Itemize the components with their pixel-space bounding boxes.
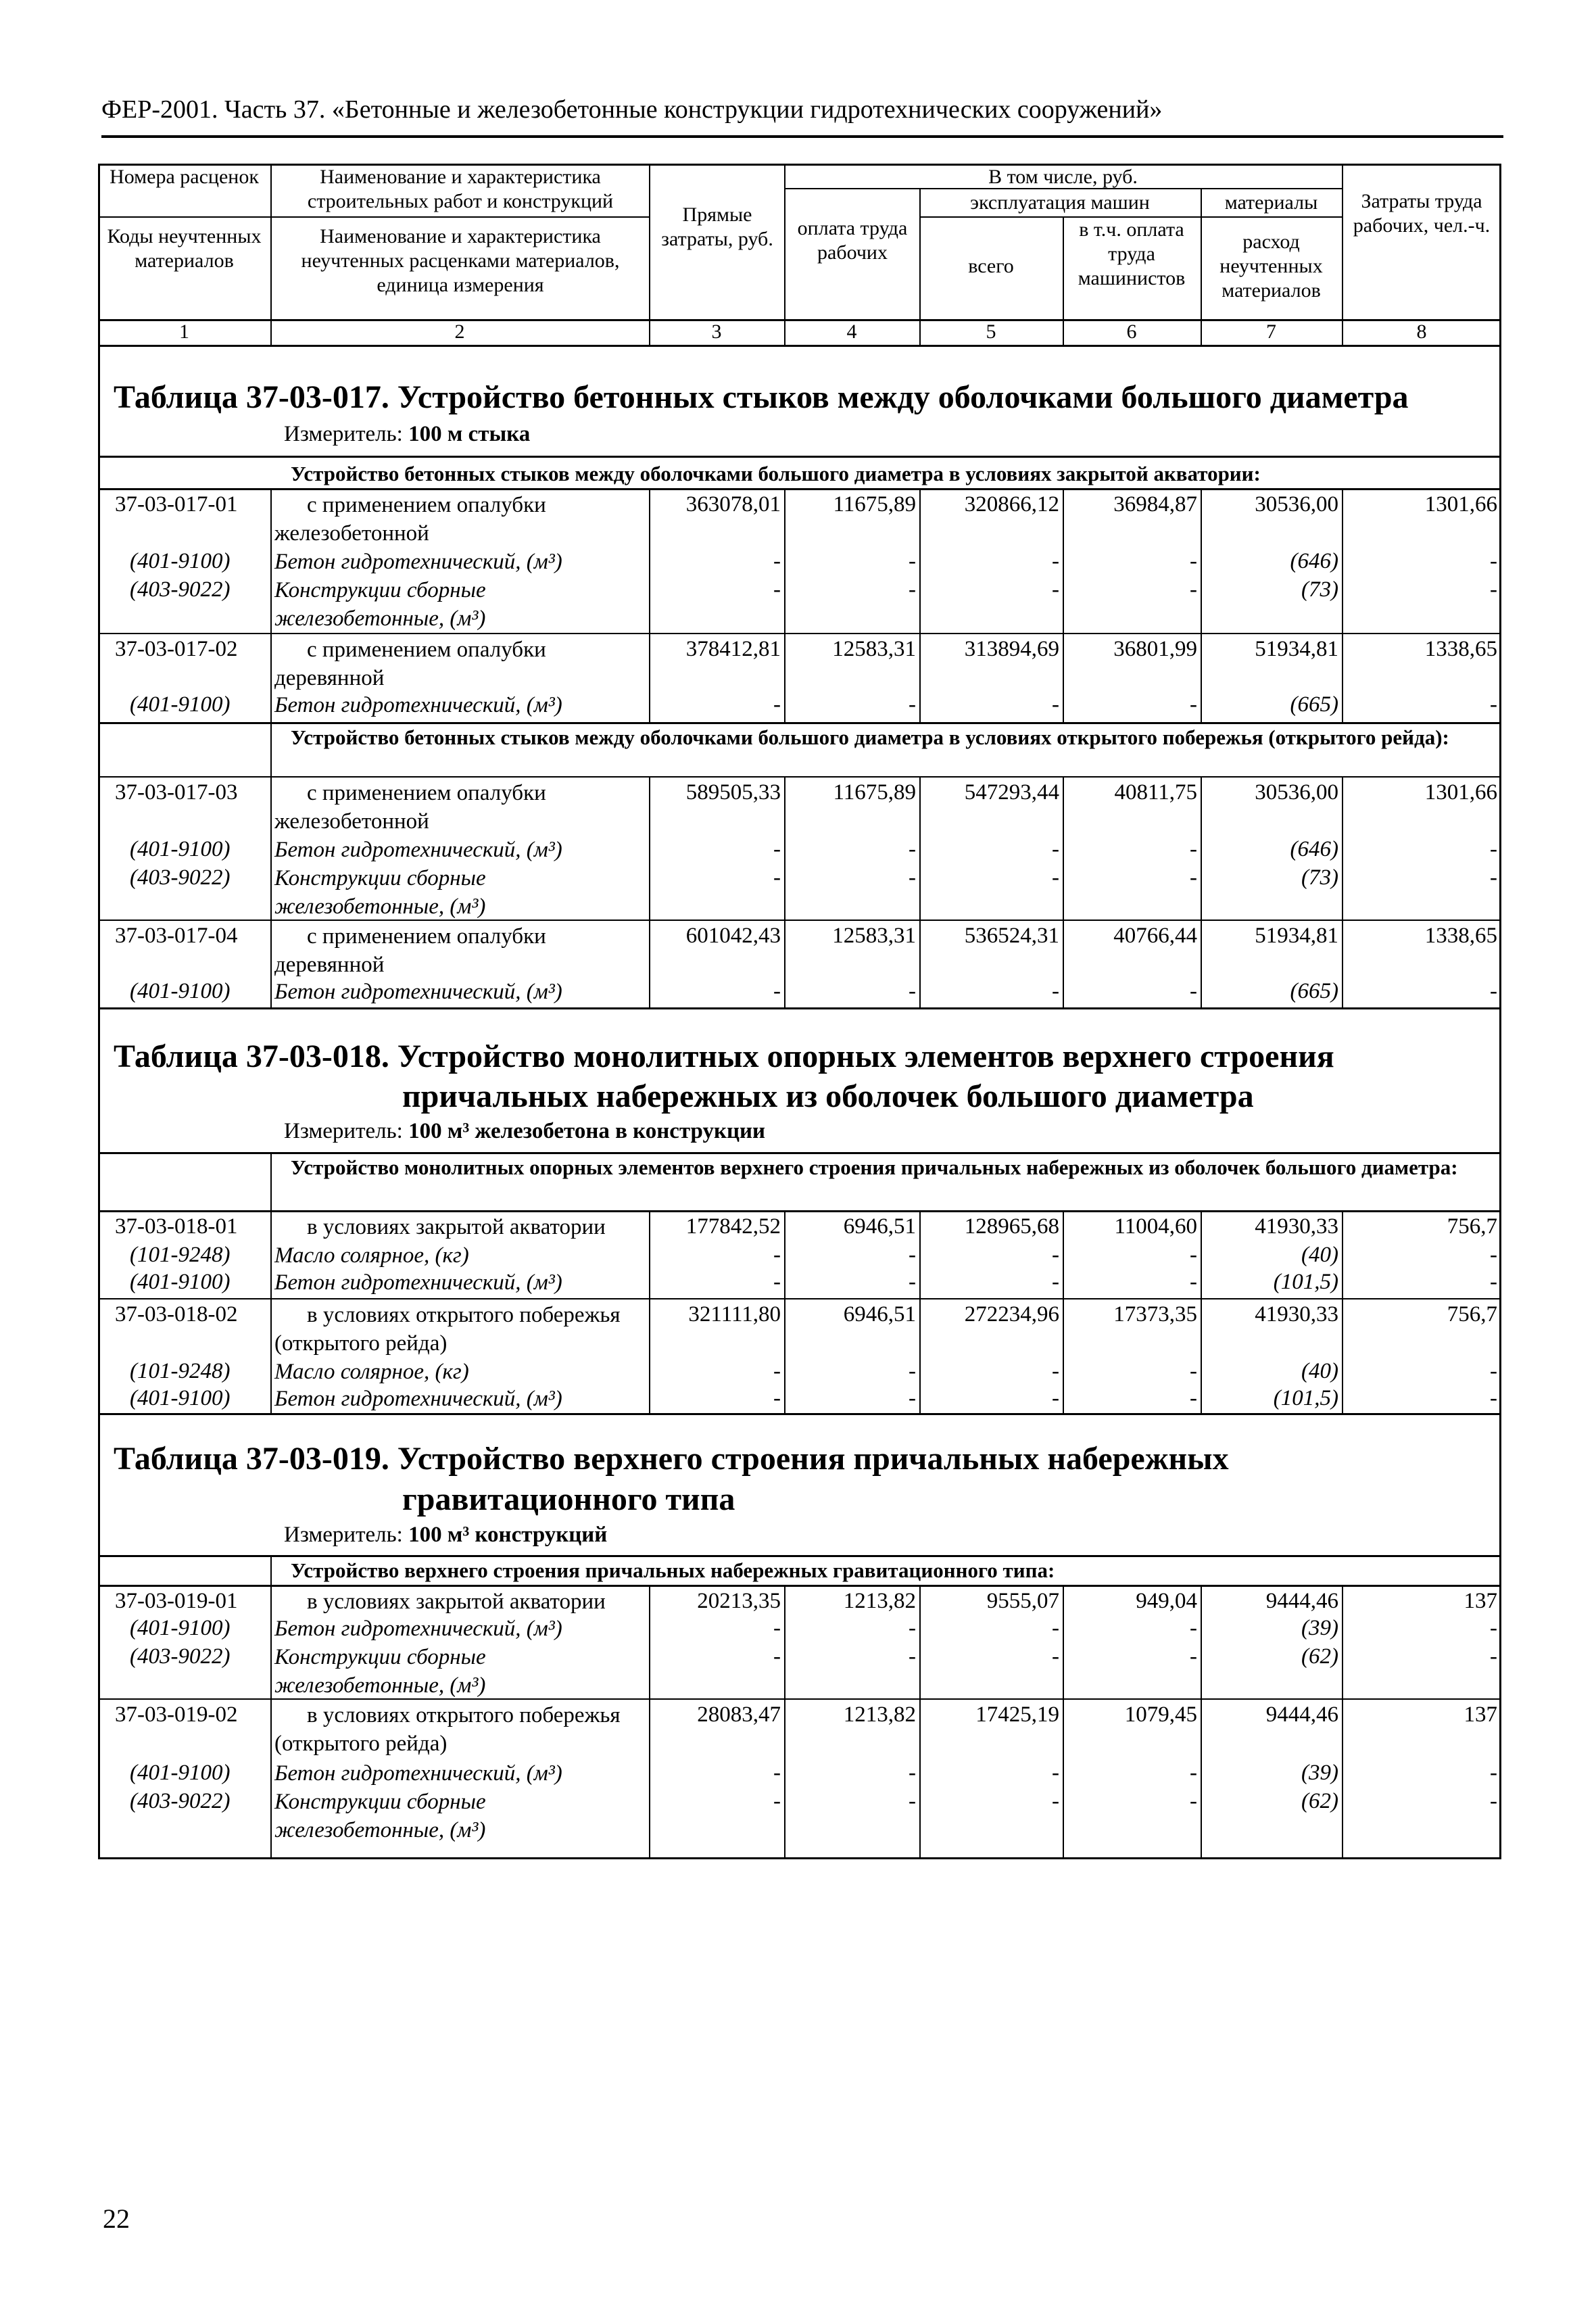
- material-code: (403-9022): [130, 865, 231, 890]
- col-number: 7: [1266, 320, 1276, 343]
- col-header-material-codes: Коды неучтенных материалов: [107, 225, 262, 272]
- material-name: Бетон гидротехнический, (м³): [274, 693, 562, 717]
- material-name: Бетон гидротехнический, (м³): [274, 550, 562, 574]
- section-heading: Устройство верхнего строения причальных набережных гравитационного типа:: [291, 1558, 1055, 1582]
- work-name: с применением опалубки деревянной: [274, 638, 546, 690]
- col-header-machines-total: всего: [968, 255, 1014, 277]
- unit-line: Измеритель: 100 м³ железобетона в конструкции: [284, 1119, 765, 1143]
- page-number: 22: [103, 2203, 130, 2234]
- rate-code: 37-03-017-03: [115, 780, 238, 805]
- material-name: Конструкции сборные железобетонные, (м³): [274, 866, 486, 919]
- section-heading: Устройство бетонных стыков между оболочками большого диаметра в условиях закрытой акватории:: [291, 462, 1261, 485]
- material-code: (401-9100): [130, 1386, 231, 1410]
- unit-line: Измеритель: 100 м стыка: [284, 422, 531, 446]
- col-header-machines: эксплуатация машин: [970, 191, 1150, 214]
- material-code: (401-9100): [130, 837, 231, 861]
- rate-code: 37-03-017-04: [115, 924, 238, 948]
- machines-total: 320866,12: [964, 492, 1059, 517]
- material-code: (401-9100): [130, 1616, 231, 1640]
- material-name: Бетон гидротехнический, (м³): [274, 838, 562, 862]
- document-page: ФЕР-2001. Часть 37. «Бетонные и железобетонные конструкции гидротехнических сооружений» Номера расценок Коды неучтенных материалов Наименование и характеристика строительных работ и конструкций Наименование и характеристика неучтенных расценками материалов, единица измерения Прямые затраты, руб. В том числе, руб. оплата труда рабочих эксплуатация машин всего в т.ч. оплата труда машинистов материалы расход неучтенных материалов Затраты труда рабочих, чел.-ч. 1 2 3 4 5 6 7 8 Таблица 37-03-017. Устройство бетонных стыков между оболочками большого диаметра Измеритель: 100 м стыка Устройство бетонных стыков между оболочками большого диаметра в условиях закрытой акватории: Устройство бетонных стыков между оболочками большого диаметра в условиях открытого побережья (открытого рейда): 37-03-017-01 с применением опалубки железобетонной 363078,01 11675,89 320866,12 36984,87 30536,00 1301,66 (401-9100) Бетон гидротехнический, (м³) - - - - (646) - (403-9022) Конструкции сборные железобетонные, (м³) - - - - (73) - 37-03-017-02 с применением опалубки деревянной 378412,81 12583,31 313894,69 36801,99 51934,81 1338,65 (401-9100) Бетон гидротехнический, (м³) - - - - (665) - 37-03-017-03 с применением опалубки железобетонной 589505,33 11675,89 547293,44 40811,75 30536,00 1301,66 (401-9100) Бетон гидротехнический, (м³) - - - - (646) - (403-9022) Конструкции сборные железобетонные, (м³) - - - - (73) - 37-03-017-04 с применением опалубки деревянной 601042,43 12583,31 536524,31 40766,44 51934,81 1338,65 (401-9100) Бетон гидротехнический, (м³) - - - - (665) - Таблица 37-03-018. Устройство монолитных опорных элементов верхнего строения причальных набережных из оболочек большого диаметра Измеритель: 100 м³ железобетона в конструкции Устройство монолитных опорных элементов верхнего строения причальных набережных из оболочек большого диаметра: 37-03-018-01 в условиях закрытой акватории 177842,52 6946,51 128965,68 11004,60 41930,33 756,7 (101-9248) Масло солярное, (кг) - - - - (40) - (401-9100) Бетон гидротехнический, (м³) - - - - (101,5) - 37-03-018-02 в условиях открытого побережья (открытого рейда) 321111,80 6946,51 272234,96 17373,35 41930,33 756,7 (101-9248) Масло солярное, (кг) - - - - (40) - (401-9100) Бетон гидротехнический, (м³) - - - - (101,5) - Таблица 37-03-019. Устройство верхнего строения причальных набережных гравитационного типа Измеритель: 100 м³ конструкций Устройство верхнего строения причальных набережных гравитационного типа: 37-03-019-01 в условиях закрытой акватории 20213,35 1213,82 9555,07 949,04 9444,46 137 (401-9100) Бетон гидротехнический, (м³) - - - - (39) - (403-9022) Конструкции сборные железобетонные, (м³) - - - - (62) - 37-03-019-02 в условиях открытого побережья (открытого рейда) 28083,47 1213,82 17425,19 1079,45 9444,46 137 (401-9100) Бетон гидротехнический, (м³) - - - - (39) - (403-9022) Конструкции сборные железобетонные, (м³) - - - - (62) - 22: [0, 0, 1596, 2315]
- col-header-machinist-pay: в т.ч. оплата труда машинистов: [1078, 218, 1186, 289]
- material-code: (401-9100): [130, 549, 231, 573]
- material-name: Масло солярное, (кг): [274, 1243, 469, 1268]
- col-number: 3: [711, 320, 722, 343]
- rate-code: 37-03-017-02: [115, 637, 238, 661]
- material-code: (401-9100): [130, 979, 231, 1003]
- materials-cost: 30536,00: [1255, 492, 1338, 517]
- col-header-rate-codes: Номера расценок: [110, 166, 259, 188]
- table-title-cont: причальных набережных из оболочек большого диаметра: [402, 1078, 1254, 1114]
- col-header-material-use: расход неучтенных материалов: [1219, 231, 1323, 302]
- table-title: Таблица 37-03-017. Устройство бетонных стыков между оболочками большого диаметра: [114, 379, 1409, 415]
- material-code: (403-9022): [130, 577, 231, 602]
- work-name: с применением опалубки железобетонной: [274, 781, 546, 834]
- material-code: (403-9022): [130, 1789, 231, 1813]
- material-name: Бетон гидротехнический, (м³): [274, 1617, 562, 1641]
- col-number: 4: [846, 320, 857, 343]
- rate-code: 37-03-018-02: [115, 1302, 238, 1327]
- machinist-pay: 36984,87: [1113, 492, 1197, 517]
- rate-code: 37-03-017-01: [115, 492, 238, 517]
- work-name: с применением опалубки железобетонной: [274, 493, 546, 546]
- material-code: (401-9100): [130, 692, 231, 717]
- col-header-labor-hours: Затраты труда рабочих, чел.-ч.: [1353, 190, 1491, 237]
- col-number: 5: [986, 320, 996, 343]
- work-name: в условиях открытого побережья (открытого рейда): [274, 1703, 621, 1756]
- col-header-material-name: Наименование и характеристика неучтенных расценками материалов, единица измерения: [301, 225, 620, 296]
- material-code: (101-9248): [130, 1359, 231, 1383]
- rate-code: 37-03-019-02: [115, 1702, 238, 1727]
- col-number: 2: [454, 320, 465, 343]
- col-header-work-name: Наименование и характеристика строительных работ и конструкций: [307, 166, 614, 212]
- section-heading: Устройство бетонных стыков между оболочками большого диаметра в условиях открытого побережья (открытого рейда):: [291, 725, 1449, 749]
- labor-pay: 11675,89: [833, 492, 916, 517]
- col-number: 1: [179, 320, 189, 343]
- work-name: в условиях закрытой акватории: [307, 1215, 606, 1239]
- material-name: Конструкции сборные железобетонные, (м³): [274, 578, 486, 631]
- header-rule: [101, 135, 1503, 138]
- table-title: Таблица 37-03-018. Устройство монолитных опорных элементов верхнего строения: [114, 1039, 1334, 1074]
- rate-code: 37-03-019-01: [115, 1589, 238, 1613]
- col-number: 6: [1126, 320, 1137, 343]
- material-name: Бетон гидротехнический, (м³): [274, 1387, 562, 1411]
- work-name: в условиях открытого побережья (открытого рейда): [274, 1303, 621, 1356]
- col-header-labor-pay: оплата труда рабочих: [797, 217, 908, 264]
- material-code: (401-9100): [130, 1761, 231, 1785]
- material-name: Бетон гидротехнический, (м³): [274, 1270, 562, 1295]
- work-name: с применением опалубки деревянной: [274, 924, 546, 977]
- material-code: (403-9022): [130, 1644, 231, 1669]
- labor-hours: 1301,66: [1424, 492, 1497, 517]
- material-name: Конструкции сборные железобетонные, (м³): [274, 1645, 486, 1698]
- material-name: Масло солярное, (кг): [274, 1360, 469, 1384]
- col-header-materials: материалы: [1224, 191, 1318, 214]
- col-header-direct-costs: Прямые затраты, руб.: [661, 204, 773, 250]
- section-heading: Устройство монолитных опорных элементов верхнего строения причальных набережных из оболочек большого диаметра:: [291, 1155, 1458, 1179]
- table-title-cont: гравитационного типа: [402, 1481, 735, 1517]
- material-quantity: (646): [1290, 549, 1338, 573]
- col-header-group: В том числе, руб.: [988, 166, 1138, 188]
- rate-code: 37-03-018-01: [115, 1214, 238, 1239]
- material-quantity: (73): [1301, 577, 1338, 602]
- material-name: Конструкции сборные железобетонные, (м³): [274, 1790, 486, 1842]
- material-code: (401-9100): [130, 1270, 231, 1294]
- table-title: Таблица 37-03-019. Устройство верхнего строения причальных набережных: [114, 1441, 1229, 1477]
- running-header: ФЕР-2001. Часть 37. «Бетонные и железобетонные конструкции гидротехнических сооружений»: [101, 95, 1163, 124]
- material-name: Бетон гидротехнический, (м³): [274, 1761, 562, 1786]
- col-number: 8: [1416, 320, 1427, 343]
- direct-cost: 363078,01: [685, 492, 781, 517]
- material-name: Бетон гидротехнический, (м³): [274, 980, 562, 1004]
- work-name: в условиях закрытой акватории: [307, 1590, 606, 1614]
- unit-line: Измеритель: 100 м³ конструкций: [284, 1523, 608, 1547]
- material-code: (101-9248): [130, 1243, 231, 1267]
